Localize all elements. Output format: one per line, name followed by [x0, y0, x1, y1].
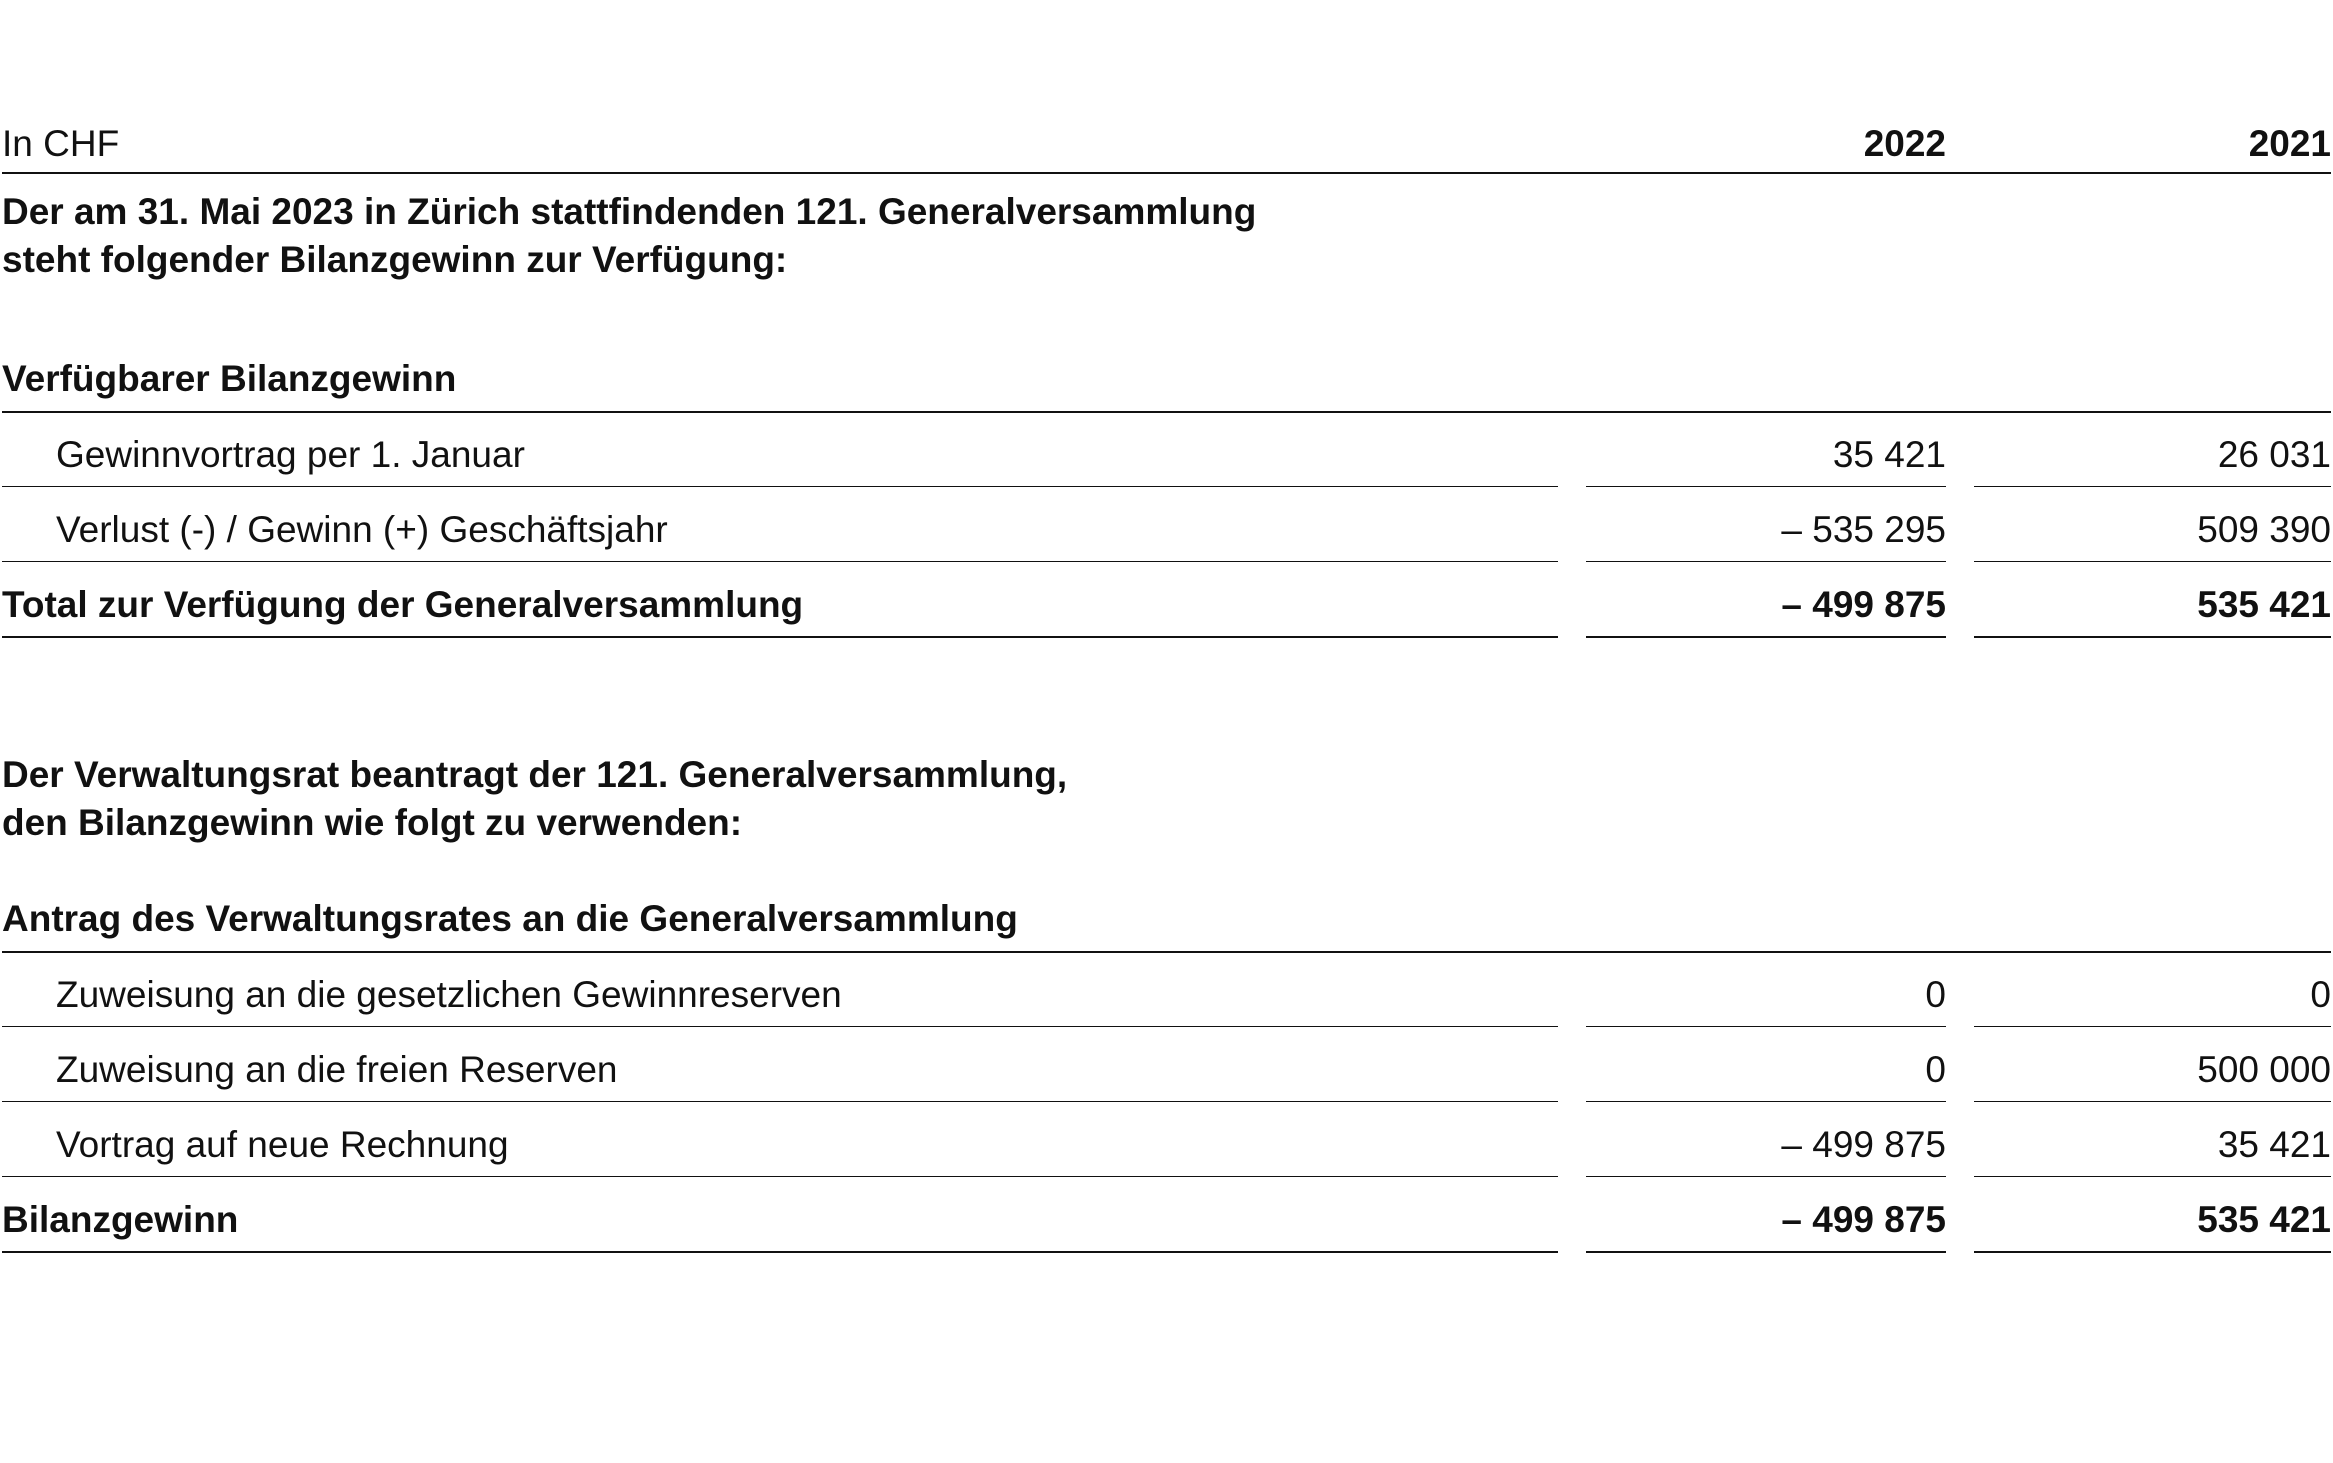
- section1-row-value-2022: 35 421: [1832, 434, 1946, 475]
- total-rule: [2, 1251, 1558, 1253]
- row-rule: [2, 1176, 1558, 1177]
- section1-row-label: Gewinnvortrag per 1. Januar: [56, 434, 525, 475]
- row-rule: [2, 486, 1558, 487]
- column-header-2021: 2021: [2248, 123, 2331, 164]
- row-rule: [2, 1101, 1558, 1102]
- section2-row-value-2022: 0: [1925, 974, 1946, 1015]
- section2-total-value-2022: – 499 875: [1781, 1199, 1946, 1240]
- section1-total-value-2021: 535 421: [2197, 584, 2331, 625]
- row-rule: [1586, 1026, 1946, 1027]
- row-rule: [2, 561, 1558, 562]
- section1-heading: Verfügbarer Bilanzgewinn: [2, 358, 457, 399]
- section1-row-value-2021: 509 390: [2197, 509, 2331, 550]
- section2-row-value-2021: 500 000: [2197, 1049, 2331, 1090]
- row-rule: [2, 1026, 1558, 1027]
- section2-total-value-2021: 535 421: [2197, 1199, 2331, 1240]
- section2-heading: Antrag des Verwaltungsrates an die Generalversammlung: [2, 898, 1018, 939]
- total-rule: [1586, 636, 1946, 638]
- row-rule: [1586, 486, 1946, 487]
- row-rule: [1586, 561, 1946, 562]
- total-rule: [1586, 1251, 1946, 1253]
- section1-row-value-2022: – 535 295: [1781, 509, 1946, 550]
- unit-label: In CHF: [2, 123, 120, 164]
- section2-row-label: Vortrag auf neue Rechnung: [56, 1124, 509, 1165]
- section2-row-value-2022: – 499 875: [1781, 1124, 1946, 1165]
- section2-row-value-2021: 0: [2310, 974, 2331, 1015]
- section1-intro-line1: Der am 31. Mai 2023 in Zürich stattfindenden 121. Generalversammlung: [2, 191, 1257, 232]
- section2-heading-rule: [2, 951, 2331, 953]
- row-rule: [1974, 1026, 2331, 1027]
- section2-row-label: Zuweisung an die freien Reserven: [56, 1049, 618, 1090]
- section2-row-label: Zuweisung an die gesetzlichen Gewinnreserven: [56, 974, 842, 1015]
- total-rule: [1974, 636, 2331, 638]
- row-rule: [1974, 561, 2331, 562]
- section1-total-label: Total zur Verfügung der Generalversammlung: [2, 584, 804, 625]
- section1-heading-rule: [2, 411, 2331, 413]
- section2-row-value-2022: 0: [1925, 1049, 1946, 1090]
- section2-total-label: Bilanzgewinn: [2, 1199, 239, 1240]
- row-rule: [1586, 1101, 1946, 1102]
- section1-intro-line2: steht folgender Bilanzgewinn zur Verfügung:: [2, 239, 788, 280]
- section2-intro-line1: Der Verwaltungsrat beantragt der 121. Generalversammlung,: [2, 754, 1068, 795]
- total-rule: [2, 636, 1558, 638]
- section1-row-label: Verlust (-) / Gewinn (+) Geschäftsjahr: [56, 509, 668, 550]
- row-rule: [1974, 1101, 2331, 1102]
- section2-intro-line2: den Bilanzgewinn wie folgt zu verwenden:: [2, 802, 743, 843]
- row-rule: [1586, 1176, 1946, 1177]
- row-rule: [1974, 1176, 2331, 1177]
- section2-row-value-2021: 35 421: [2217, 1124, 2331, 1165]
- section1-row-value-2021: 26 031: [2217, 434, 2331, 475]
- row-rule: [1974, 486, 2331, 487]
- column-header-2022: 2022: [1863, 123, 1946, 164]
- total-rule: [1974, 1251, 2331, 1253]
- section1-total-value-2022: – 499 875: [1781, 584, 1946, 625]
- header-rule: [2, 172, 2331, 174]
